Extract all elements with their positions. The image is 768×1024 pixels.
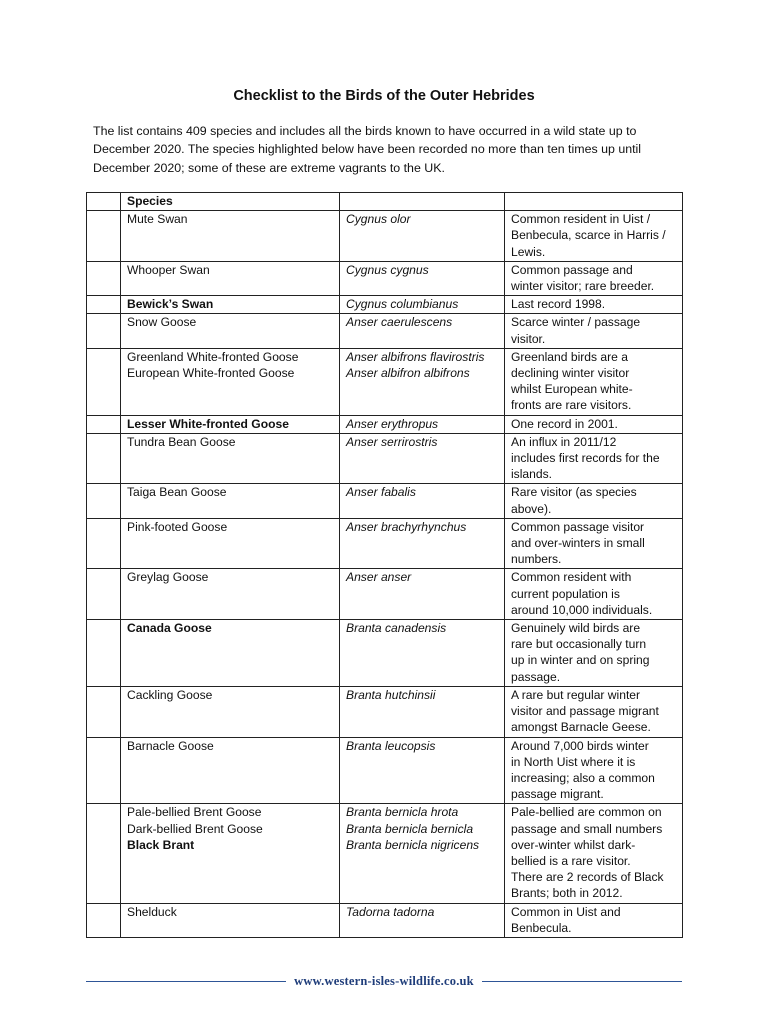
- row-marker-cell: [87, 518, 121, 569]
- table-row: [87, 314, 683, 348]
- notes-cell: [505, 261, 683, 295]
- note-line: Rare visitor (as species: [511, 485, 637, 500]
- scientific-name: Anser serrirostris: [346, 434, 438, 449]
- note-line: in North Uist where it is: [511, 754, 636, 769]
- notes-cell: [505, 569, 683, 620]
- note-line: passage and small numbers: [511, 821, 663, 836]
- species-name: Tundra Bean Goose: [127, 434, 236, 449]
- scientific-name: Branta bernicla bernicla: [346, 821, 474, 836]
- page-title: Checklist to the Birds of the Outer Hebrides: [233, 88, 535, 104]
- species-name-cell: [121, 296, 340, 314]
- note-line: Benbecula, scarce in Harris /: [511, 228, 666, 243]
- species-name-cell: [121, 211, 340, 262]
- table-row: [87, 211, 683, 262]
- species-name: Greenland White-fronted Goose: [127, 349, 299, 364]
- scientific-name: Anser fabalis: [346, 485, 416, 500]
- note-line: Common resident in Uist /: [511, 212, 651, 227]
- note-line: Brants; both in 2012.: [511, 886, 623, 901]
- table-row: [87, 620, 683, 687]
- species-name: Whooper Swan: [127, 262, 210, 277]
- scientific-header: [340, 193, 505, 211]
- row-marker-cell: [87, 296, 121, 314]
- species-name-cell: [121, 620, 340, 687]
- footer: [86, 974, 682, 989]
- table-row: [87, 296, 683, 314]
- scientific-name-cell: [340, 296, 505, 314]
- row-marker-cell: [87, 193, 121, 211]
- species-table: [86, 192, 683, 938]
- scientific-name-cell: [340, 569, 505, 620]
- scientific-name: Branta hutchinsii: [346, 687, 436, 702]
- notes-cell: [505, 903, 683, 937]
- species-name-cell: [121, 261, 340, 295]
- notes-cell: [505, 686, 683, 737]
- table-row: [87, 686, 683, 737]
- note-line: whilst European white-: [511, 382, 633, 397]
- footer-website-link[interactable]: www.western-isles-wildlife.co.uk: [294, 974, 474, 988]
- species-name-cell: [121, 737, 340, 804]
- table-row: [87, 903, 683, 937]
- scientific-name-cell: [340, 433, 505, 484]
- scientific-name-cell: [340, 686, 505, 737]
- species-name-cell: [121, 348, 340, 415]
- note-line: Common in Uist and: [511, 904, 621, 919]
- notes-cell: [505, 484, 683, 518]
- scientific-name-cell: [340, 314, 505, 348]
- note-line: Scarce winter / passage: [511, 315, 641, 330]
- notes-cell: [505, 211, 683, 262]
- species-name: Dark-bellied Brent Goose: [127, 821, 263, 836]
- intro-paragraph: The list contains 409 species and includes all the birds known to have occurred in a wild state up to December 2020. The species highlighted below have been recorded no more than ten times up until December 2020; some of these are extreme vagrants to the UK.: [93, 124, 642, 175]
- note-line: rare but occasionally turn: [511, 637, 647, 652]
- table-row: [87, 348, 683, 415]
- scientific-name-cell: [340, 261, 505, 295]
- species-name: European White-fronted Goose: [127, 366, 295, 381]
- scientific-name: Cygnus olor: [346, 212, 411, 227]
- note-line: A rare but regular winter: [511, 687, 641, 702]
- note-line: passage.: [511, 669, 561, 684]
- species-name-cell: [121, 569, 340, 620]
- species-name: Barnacle Goose: [127, 738, 214, 753]
- row-marker-cell: [87, 686, 121, 737]
- scientific-name-cell: [340, 903, 505, 937]
- row-marker-cell: [87, 415, 121, 433]
- notes-cell: [505, 415, 683, 433]
- row-marker-cell: [87, 903, 121, 937]
- scientific-name-cell: [340, 804, 505, 903]
- note-line: visitor.: [511, 331, 546, 346]
- note-line: Around 7,000 birds winter: [511, 738, 649, 753]
- species-name-cell: [121, 518, 340, 569]
- scientific-name-cell: [340, 484, 505, 518]
- note-line: declining winter visitor: [511, 366, 630, 381]
- note-line: over-winter whilst dark-: [511, 837, 636, 852]
- scientific-name: Anser caerulescens: [346, 315, 453, 330]
- note-line: Greenland birds are a: [511, 349, 628, 364]
- row-marker-cell: [87, 211, 121, 262]
- scientific-name-cell: [340, 348, 505, 415]
- notes-cell: [505, 296, 683, 314]
- note-line: Common resident with: [511, 570, 632, 585]
- note-line: Pale-bellied are common on: [511, 805, 662, 820]
- note-line: fronts are rare visitors.: [511, 398, 632, 413]
- notes-cell: [505, 433, 683, 484]
- species-name-cell: [121, 415, 340, 433]
- table-row: [87, 484, 683, 518]
- scientific-name: Cygnus columbianus: [346, 297, 459, 312]
- species-name: Greylag Goose: [127, 570, 209, 585]
- species-name: Mute Swan: [127, 212, 188, 227]
- note-line: includes first records for the: [511, 451, 660, 466]
- scientific-name: Tadorna tadorna: [346, 904, 435, 919]
- notes-cell: [505, 314, 683, 348]
- row-marker-cell: [87, 804, 121, 903]
- species-header-label: Species: [127, 194, 173, 208]
- species-name-cell: [121, 314, 340, 348]
- scientific-name: Anser albifrons flavirostris: [346, 349, 485, 364]
- note-line: numbers.: [511, 552, 562, 567]
- table-row: [87, 737, 683, 804]
- scientific-name-cell: [340, 518, 505, 569]
- row-marker-cell: [87, 569, 121, 620]
- note-line: There are 2 records of Black: [511, 870, 664, 885]
- species-name: Canada Goose: [127, 621, 212, 636]
- species-name-cell: [121, 903, 340, 937]
- table-row: [87, 261, 683, 295]
- note-line: up in winter and on spring: [511, 653, 650, 668]
- notes-header: [505, 193, 683, 211]
- species-name: Lesser White-fronted Goose: [127, 416, 289, 431]
- notes-cell: [505, 348, 683, 415]
- note-line: above).: [511, 501, 552, 516]
- species-name: Taiga Bean Goose: [127, 485, 227, 500]
- scientific-name-cell: [340, 211, 505, 262]
- scientific-name: Branta bernicla hrota: [346, 805, 459, 820]
- note-line: around 10,000 individuals.: [511, 602, 653, 617]
- species-header: [121, 193, 340, 211]
- table-row: [87, 569, 683, 620]
- species-name: Cackling Goose: [127, 687, 213, 702]
- scientific-name-cell: [340, 415, 505, 433]
- note-line: bellied is a rare visitor.: [511, 853, 631, 868]
- species-name: Bewick’s Swan: [127, 297, 214, 312]
- scientific-name: Anser anser: [346, 570, 412, 585]
- scientific-name-cell: [340, 620, 505, 687]
- note-line: Common passage and: [511, 262, 633, 277]
- footer-rule-left: [86, 981, 286, 982]
- table-row: [87, 804, 683, 903]
- notes-cell: [505, 518, 683, 569]
- note-line: One record in 2001.: [511, 416, 618, 431]
- table-header-row: [87, 193, 683, 211]
- note-line: current population is: [511, 586, 620, 601]
- table-row: [87, 518, 683, 569]
- species-name: Snow Goose: [127, 315, 197, 330]
- note-line: winter visitor; rare breeder.: [511, 279, 655, 294]
- notes-cell: [505, 804, 683, 903]
- notes-cell: [505, 737, 683, 804]
- scientific-name-cell: [340, 737, 505, 804]
- note-line: passage migrant.: [511, 787, 604, 802]
- species-name: Pink-footed Goose: [127, 519, 228, 534]
- table-row: [87, 415, 683, 433]
- note-line: Last record 1998.: [511, 297, 606, 312]
- row-marker-cell: [87, 348, 121, 415]
- scientific-name: Branta bernicla nigricens: [346, 837, 480, 852]
- species-name-cell: [121, 804, 340, 903]
- note-line: increasing; also a common: [511, 770, 655, 785]
- row-marker-cell: [87, 737, 121, 804]
- note-line: Lewis.: [511, 244, 546, 259]
- note-line: Common passage visitor: [511, 519, 645, 534]
- row-marker-cell: [87, 433, 121, 484]
- scientific-name: Anser brachyrhynchus: [346, 519, 467, 534]
- row-marker-cell: [87, 620, 121, 687]
- footer-rule-right: [482, 981, 682, 982]
- table-row: [87, 433, 683, 484]
- scientific-name: Branta canadensis: [346, 621, 447, 636]
- row-marker-cell: [87, 314, 121, 348]
- scientific-name: Anser erythropus: [346, 416, 439, 431]
- note-line: visitor and passage migrant: [511, 704, 659, 719]
- species-name-cell: [121, 433, 340, 484]
- row-marker-cell: [87, 484, 121, 518]
- species-name: Shelduck: [127, 904, 177, 919]
- scientific-name: Branta leucopsis: [346, 738, 436, 753]
- species-name: Pale-bellied Brent Goose: [127, 805, 262, 820]
- note-line: islands.: [511, 467, 553, 482]
- species-name-cell: [121, 484, 340, 518]
- scientific-name: Cygnus cygnus: [346, 262, 429, 277]
- note-line: Benbecula.: [511, 920, 572, 935]
- note-line: Genuinely wild birds are: [511, 621, 641, 636]
- species-name: Black Brant: [127, 837, 195, 852]
- note-line: An influx in 2011/12: [511, 434, 617, 449]
- note-line: amongst Barnacle Geese.: [511, 720, 651, 735]
- note-line: and over-winters in small: [511, 536, 645, 551]
- species-name-cell: [121, 686, 340, 737]
- row-marker-cell: [87, 261, 121, 295]
- notes-cell: [505, 620, 683, 687]
- scientific-name: Anser albifron albifrons: [346, 366, 470, 381]
